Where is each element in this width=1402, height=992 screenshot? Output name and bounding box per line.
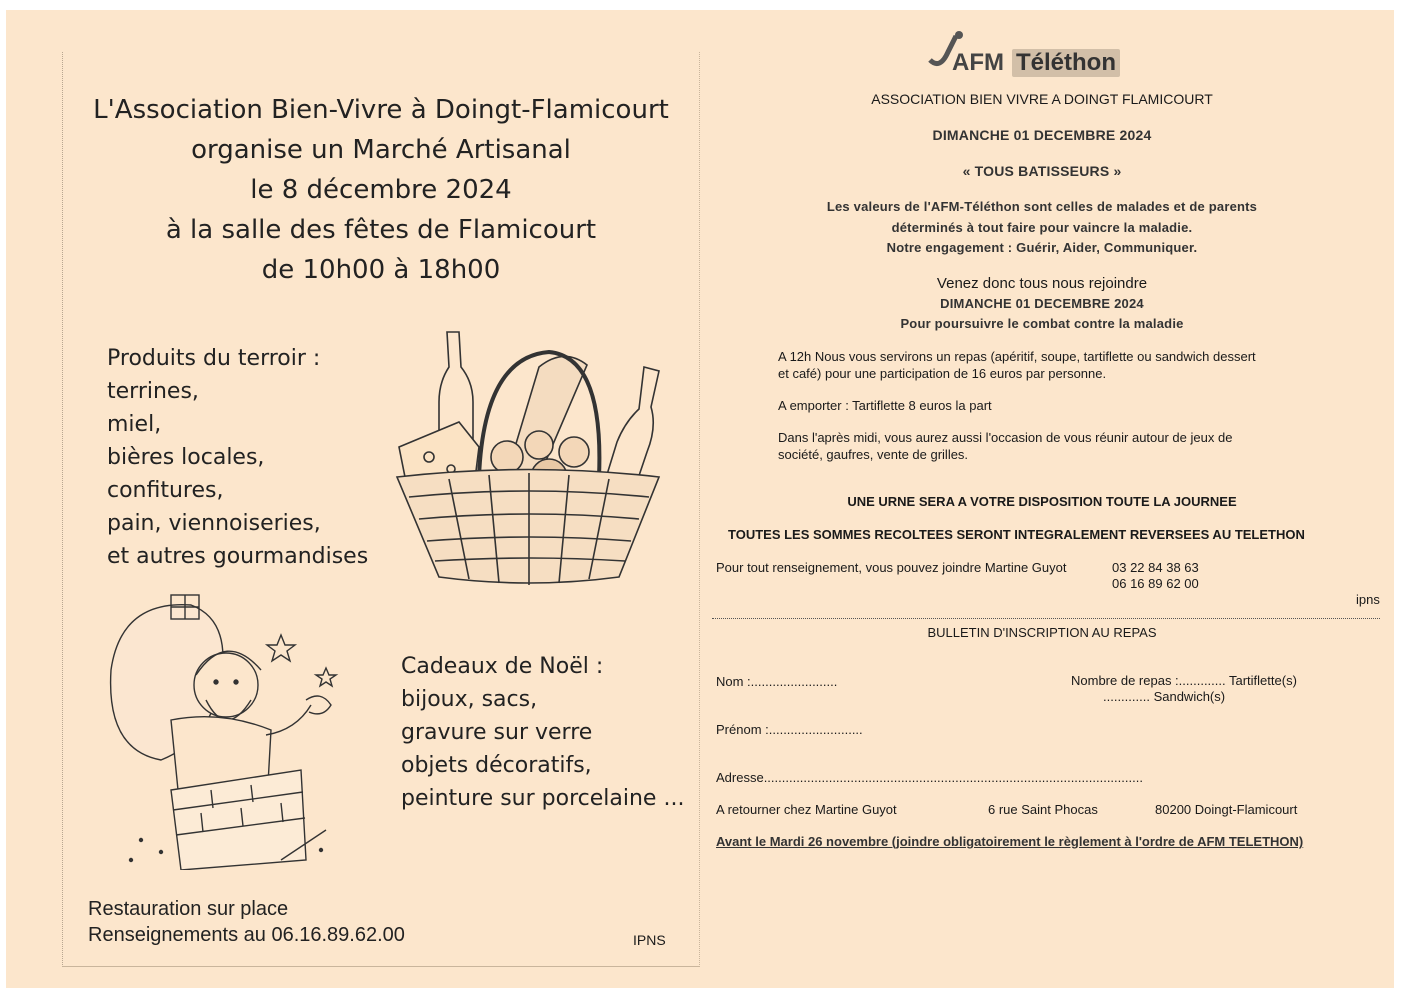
prenom-field: Prénom :.......................... <box>716 722 863 737</box>
nombre-repas-field: Nombre de repas :............. Tartiflette(s) <box>1071 673 1297 688</box>
urne-text: UNE URNE SERA A VOTRE DISPOSITION TOUTE LA JOURNEE <box>847 494 1237 509</box>
repas-line: et café) pour une participation de 16 euros par personne. <box>778 366 1107 381</box>
list-item: pain, viennoiseries, <box>107 511 321 536</box>
date-heading: DIMANCHE 01 DECEMBRE 2024 <box>932 127 1152 143</box>
list-item: et autres gourmandises <box>107 544 369 569</box>
emporter-text: A emporter : Tartiflette 8 euros la part <box>778 398 992 413</box>
retour-rue: 6 rue Saint Phocas <box>988 802 1098 817</box>
ipns-label: IPNS <box>633 932 666 948</box>
list-item: terrines, <box>107 379 199 404</box>
adresse-field: Adresse......................................................................................................... <box>716 770 1143 785</box>
market-title-block <box>63 90 699 290</box>
join-line: Venez donc tous nous rejoindre <box>936 275 1148 292</box>
list-item: miel, <box>107 412 162 437</box>
phone-number: 03 22 84 38 63 <box>1112 560 1199 575</box>
market-flyer-panel <box>62 52 700 967</box>
title-line: de 10h00 à 18h00 <box>261 255 501 285</box>
list-item: Produits du terroir : <box>107 346 321 371</box>
noel-list <box>401 650 684 815</box>
join-combat: Pour poursuivre le combat contre la maladie <box>900 316 1184 331</box>
basket-illustration-icon <box>389 327 665 587</box>
restauration-text: Restauration sur place <box>88 898 289 920</box>
sandwich-field: ............. Sandwich(s) <box>1103 689 1226 704</box>
apresmidi-line: Dans l'après midi, vous aurez aussi l'occasion de vous réunir autour de jeux de <box>778 430 1233 445</box>
renseignements-text: Renseignements au 06.16.89.62.00 <box>88 924 405 946</box>
nom-field: Nom :........................ <box>716 674 838 689</box>
afm-telethon-logo <box>922 44 1132 82</box>
title-line: à la salle des fêtes de Flamicourt <box>165 215 597 245</box>
telethon-figure-icon <box>926 30 966 74</box>
contact-label: Pour tout renseignement, vous pouvez joindre Martine Guyot <box>716 560 1067 575</box>
list-item: peinture sur porcelaine ... <box>401 786 685 811</box>
retour-ville: 80200 Doingt-Flamicourt <box>1155 802 1298 817</box>
values-line: déterminés à tout faire pour vaincre la maladie. <box>891 220 1193 235</box>
list-item: confitures, <box>107 478 224 503</box>
retour-label: A retourner chez Martine Guyot <box>716 802 897 817</box>
sommes-text: TOUTES LES SOMMES RECOLTEES SERONT INTEGRALEMENT REVERSEES AU TELETHON <box>728 527 1305 542</box>
values-line: Notre engagement : Guérir, Aider, Communiquer. <box>886 240 1198 255</box>
ipns-label-right: ipns <box>1356 592 1380 607</box>
values-line: Les valeurs de l'AFM-Téléthon sont celles de malades et de parents <box>826 199 1258 214</box>
list-item: bijoux, sacs, <box>401 687 538 712</box>
title-line: L'Association Bien-Vivre à Doingt-Flamicourt <box>93 95 669 125</box>
join-date: DIMANCHE 01 DECEMBRE 2024 <box>940 296 1144 311</box>
title-line: le 8 décembre 2024 <box>250 175 512 205</box>
terroir-list <box>107 342 368 573</box>
logo-afm-text: AFM <box>952 49 1004 76</box>
association-name: ASSOCIATION BIEN VIVRE A DOINGT FLAMICOURT <box>871 91 1213 107</box>
cut-line-separator <box>712 618 1380 619</box>
list-item: Cadeaux de Noël : <box>401 654 604 679</box>
theme-heading: « TOUS BATISSEURS » <box>962 163 1122 179</box>
title-line: organise un Marché Artisanal <box>191 135 571 165</box>
logo-telethon-text: Téléthon <box>1012 49 1120 77</box>
list-item: bières locales, <box>107 445 265 470</box>
santa-illustration-icon <box>101 590 361 870</box>
repas-line: A 12h Nous vous servirons un repas (apéritif, soupe, tartiflette ou sandwich dessert <box>778 349 1256 364</box>
list-item: objets décoratifs, <box>401 753 592 778</box>
phone-number: 06 16 89 62 00 <box>1112 576 1199 591</box>
deadline-text: Avant le Mardi 26 novembre (joindre obligatoirement le règlement à l'ordre de AFM TELETHON) <box>716 834 1304 849</box>
list-item: gravure sur verre <box>401 720 593 745</box>
bulletin-title: BULLETIN D'INSCRIPTION AU REPAS <box>927 625 1157 640</box>
apresmidi-line: société, gaufres, vente de grilles. <box>778 447 969 462</box>
